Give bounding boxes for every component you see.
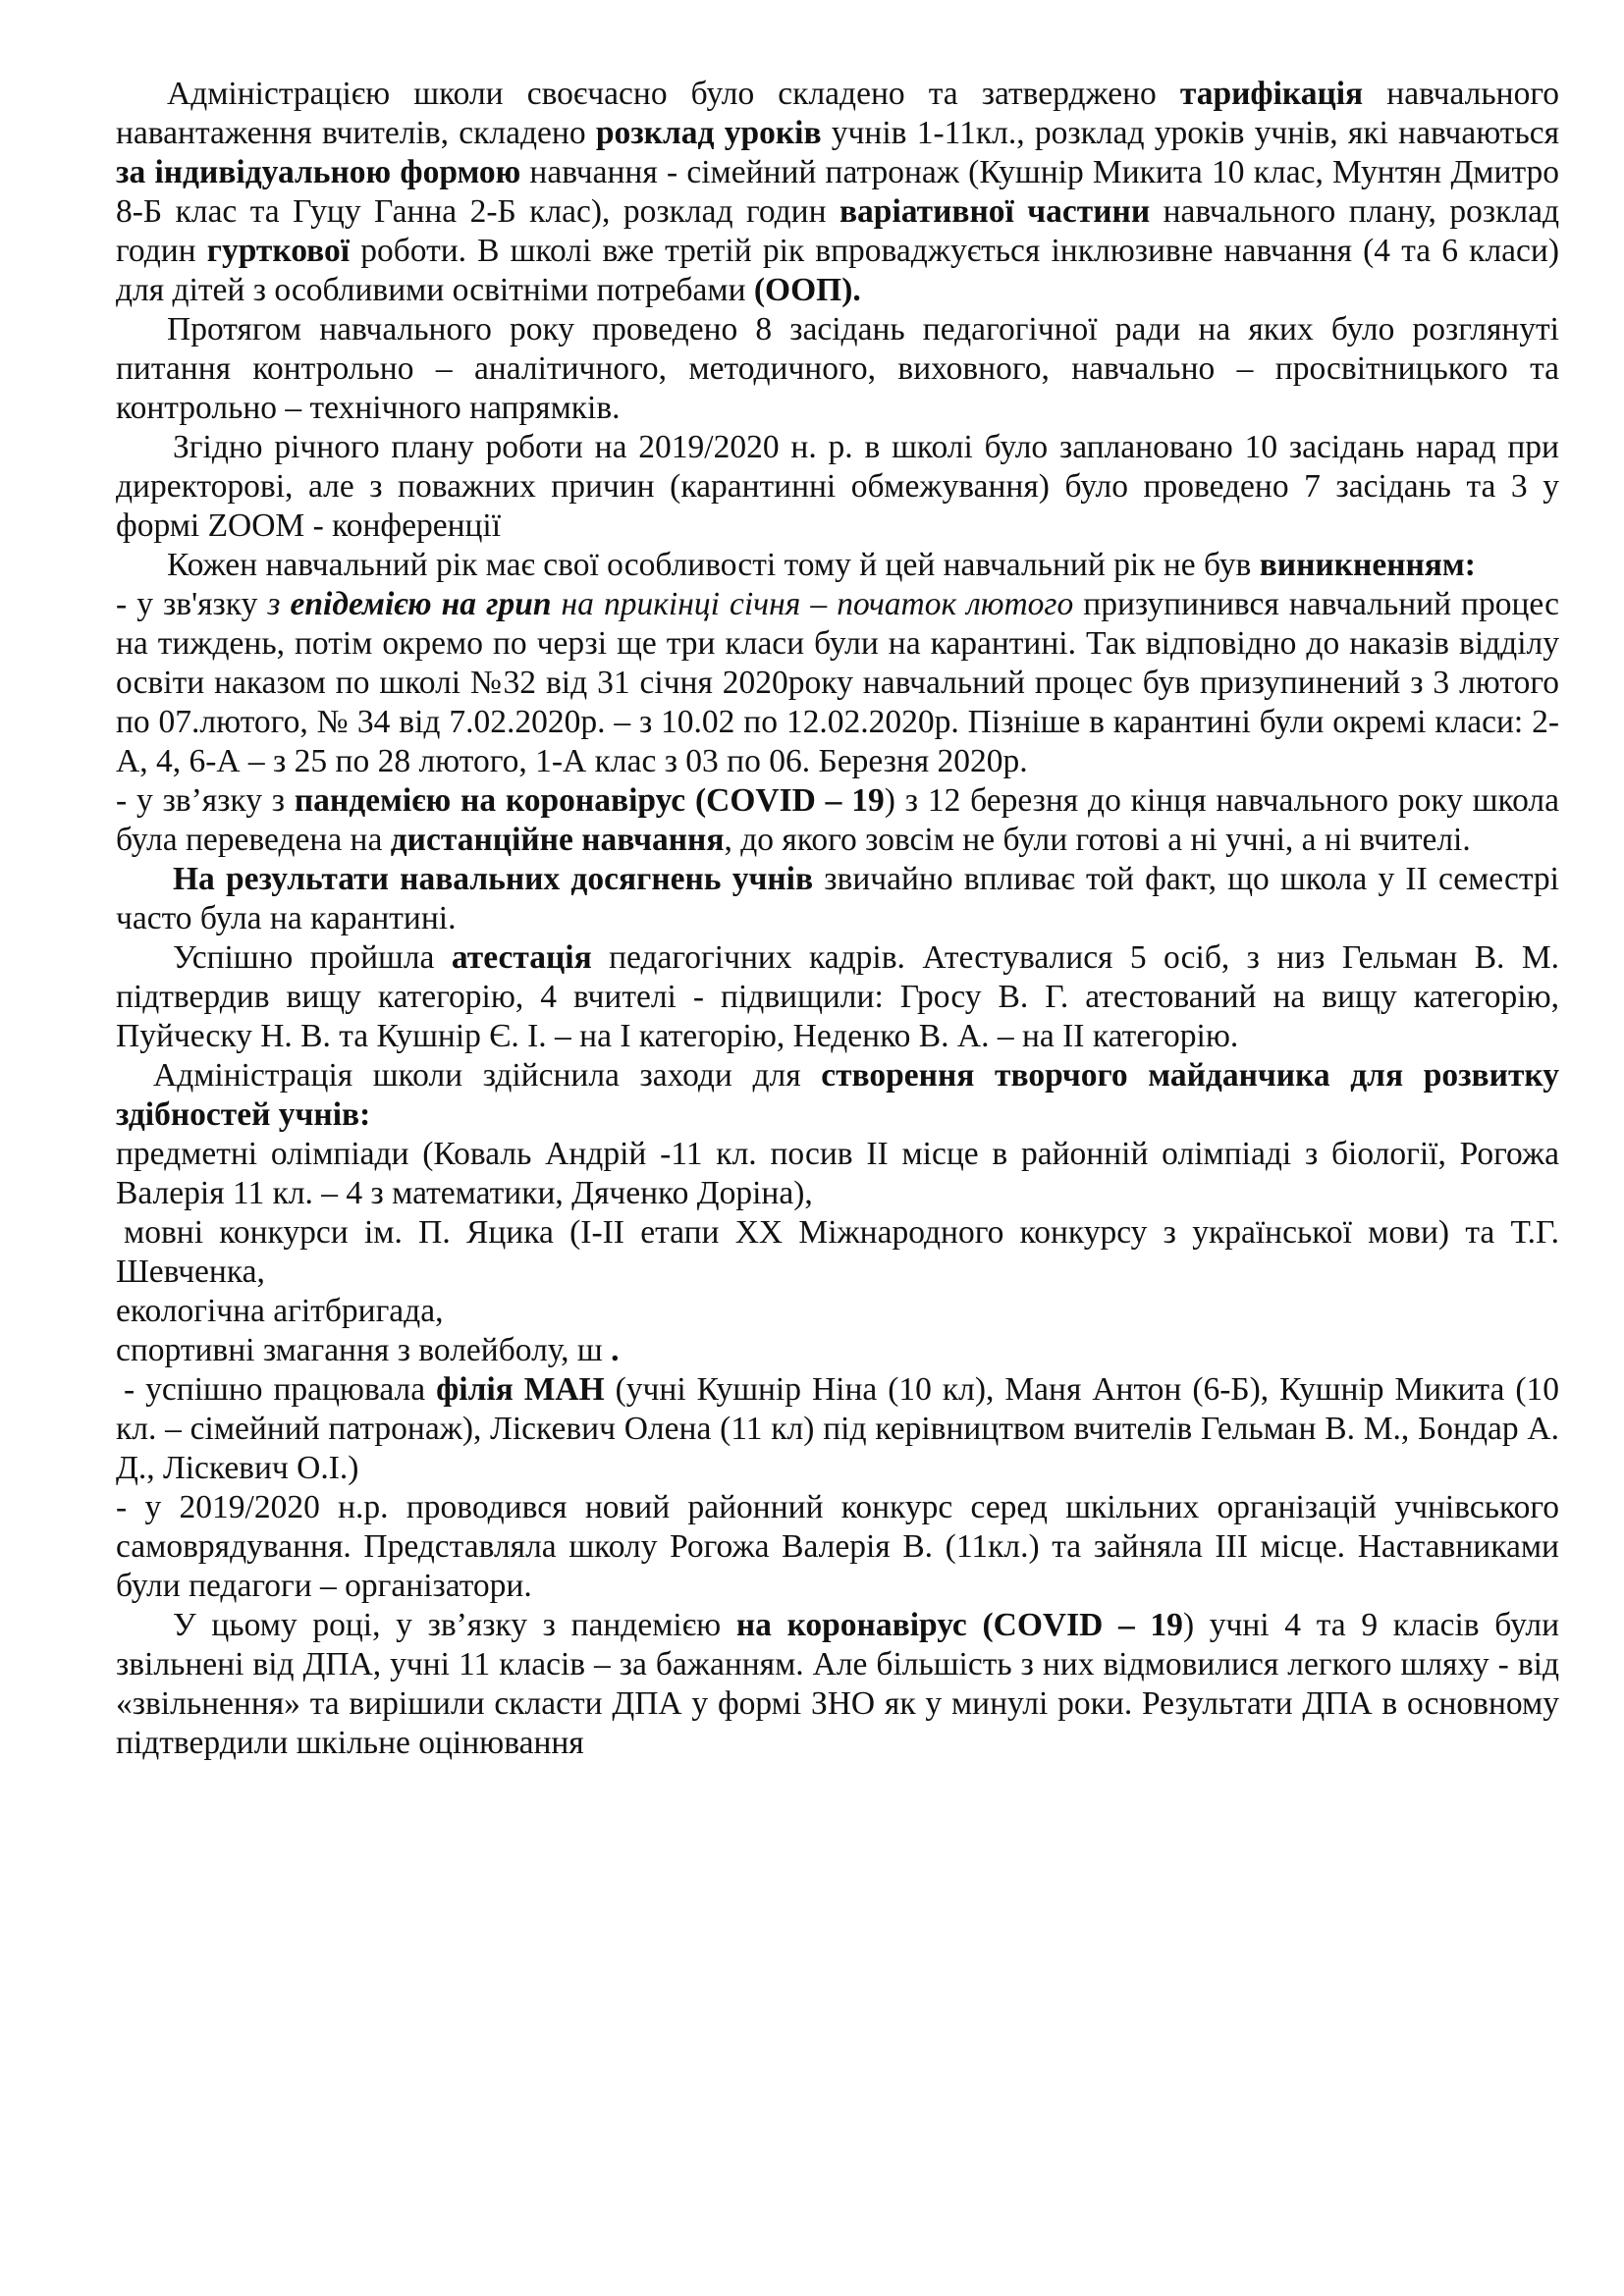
text-run: Протягом навчального року проведено 8 засідань педагогічної ради на яких було розглянуті питання контрольно – аналітичного, методичного, виховного, навчально – просвітницького та контрольно – технічного напрямків.	[116, 311, 1559, 426]
paragraph-p6	[116, 781, 1559, 860]
text-run: навчального навантаження вчителів, складено	[116, 76, 1559, 151]
paragraph-p5	[116, 585, 1559, 781]
paragraph-p9	[116, 1056, 1559, 1135]
bold-italic-text-run: епідемією на грип	[290, 586, 552, 622]
text-run: учнів 1-11кл., розклад уроків учнів, які навчаються	[821, 115, 1560, 151]
text-run: У цьому році, у зв’язку з пандемією	[173, 1607, 736, 1643]
text-run: звичайно впливає той факт, що школа у ІІ семестрі часто була на карантині.	[116, 861, 1559, 936]
text-run: ) з 12 березня до кінця навчального року школа була переведена на	[116, 782, 1559, 858]
text-run: предметні олімпіади (Коваль Андрій -11 кл. посив ІІ місце в районній олімпіаді з біології, Рогожа Валерія 11 кл. – 4 з математики, Дяченко Доріна),	[116, 1136, 1559, 1211]
paragraph-p15	[116, 1488, 1559, 1606]
bold-text-run: на коронавірус	[735, 1607, 967, 1643]
bold-text-run: гурткової	[206, 233, 351, 269]
paragraph-p7	[116, 860, 1559, 938]
text-run: Згідно річного плану роботи на 2019/2020 н. р. в школі було заплановано 10 засідань нарад при директорові, але з поважних причин (карантинні обмежування) було проведено 7 засідань та 3 у формі ZOOM - конференції	[116, 429, 1559, 544]
text-run: призупинився навчальний процес на тиждень, потім окремо по черзі ще три класи були на карантині. Так відповідно до наказів відділу освіти наказом по школі №32 від 31 січня 2020року навчальний процес був призупинений з 3 лютого по 07.лютого, № 34 від 7.02.2020р. – з 10.02 по 12.02.2020р. Пізніше в карантині були окремі класи: 2-А, 4, 6-А – з 25 по 28 лютого, 1-А клас з 03 по 06. Березня 2020р.	[116, 586, 1559, 779]
text-run: Кожен навчальний рік має свої особливості тому й цей навчальний рік не був	[167, 547, 1260, 583]
bold-text-run: створення творчого майданчика для розвитку здібностей учнів:	[116, 1057, 1559, 1133]
text-run: навчального плану, розклад годин	[116, 193, 1559, 269]
bold-text-run: пандемією на коронавірус	[294, 782, 686, 819]
bold-text-run: розклад уроків	[595, 115, 822, 151]
text-run: (учні Кушнір Ніна (10 кл), Маня Антон (6-Б), Кушнір Микита (10 кл. – сімейний патронаж), Ліскевич Олена (11 кл) під керівництвом вчителів Гельман В. М., Бондар А. Д., Ліскевич О.І.)	[116, 1371, 1559, 1486]
text-run: навчання - сімейний патронаж (Кушнір Микита 10 клас, Мунтян Дмитро 8-Б клас та Гуцу Ганна 2-Б клас), розклад годин	[116, 154, 1559, 230]
text-run: педагогічних кадрів. Атестувалися 5 осіб, з низ Гельман В. М. підтвердив вищу категорію, 4 вчителі - підвищили: Гросу В. Г. атестований на вищу категорію, Пуйческу Н. В. та Кушнір Є. І. – на І категорію, Неденко В. А. – на ІІ категорію.	[116, 939, 1559, 1054]
text-run: - у 2019/2020 н.р. проводився новий районний конкурс серед шкільних організацій учнівського самоврядування. Представляла школу Рогожа Валерія В. (11кл.) та зайняла ІІІ місце. Наставниками були педагоги – організатори.	[116, 1489, 1559, 1604]
bold-text-run: за індивідуальною формою	[116, 154, 521, 190]
text-run	[685, 782, 695, 819]
bold-text-run: .	[611, 1332, 620, 1368]
text-run: , до якого зовсім не були готові а ні учні, а ні вчителі.	[724, 822, 1471, 858]
text-run: Успішно пройшла	[173, 939, 452, 976]
text-run: екологічна агітбригада,	[116, 1293, 444, 1329]
document-page	[116, 75, 1559, 1763]
bold-text-run: На результати навальних досягнень учнів	[173, 861, 814, 897]
text-run: Адміністрація школи здійснила заходи для	[153, 1057, 822, 1094]
bold-text-run: філія МАН	[436, 1371, 605, 1408]
paragraph-p3	[116, 428, 1559, 546]
bold-text-run: виникненням:	[1259, 547, 1476, 583]
paragraph-p11	[116, 1213, 1559, 1292]
bold-text-run: (COVID – 19	[695, 782, 885, 819]
text-run: роботи. В школі вже третій рік впроваджується інклюзивне навчання (4 та 6 класи) для дітей з особливими освітніми потребами	[116, 233, 1559, 308]
bold-text-run: дистанційне навчання	[390, 822, 725, 858]
text-run	[967, 1607, 983, 1643]
text-run: мовні конкурси ім. П. Яцика (І-ІІ етапи ХХ Міжнародного конкурсу з української мови) та Т.Г. Шевченка,	[116, 1214, 1559, 1290]
bold-text-run: тарифікація	[1179, 76, 1364, 112]
paragraph-p4	[116, 546, 1559, 585]
bold-text-run: (ООП).	[753, 272, 861, 308]
paragraph-p12	[116, 1292, 1559, 1331]
bold-text-run: (COVID – 19	[982, 1607, 1183, 1643]
italic-text-run: на прикінці січня – початок лютого	[551, 586, 1074, 622]
paragraph-p14	[116, 1370, 1559, 1488]
text-run: - у зв'язку	[116, 586, 268, 622]
text-run: Адміністрацією школи своєчасно було складено та затверджено	[167, 76, 1180, 112]
paragraph-p16	[116, 1606, 1559, 1763]
paragraph-p13	[116, 1331, 1559, 1370]
text-run: спортивні змагання з волейболу, ш	[116, 1332, 612, 1368]
italic-text-run: з	[267, 586, 291, 622]
paragraph-p1	[116, 75, 1559, 310]
bold-text-run: варіативної частини	[839, 193, 1151, 230]
paragraph-p2	[116, 310, 1559, 428]
paragraph-p10	[116, 1135, 1559, 1213]
text-run: - у зв’язку з	[116, 782, 295, 819]
paragraph-p8	[116, 938, 1559, 1056]
text-run: ) учні 4 та 9 класів були звільнені від ДПА, учні 11 класів – за бажанням. Але більшість з них відмовилися легкого шляху - від «звільнення» та вирішили скласти ДПА у формі ЗНО як у минулі роки. Результати ДПА в основному підтвердили шкільне оцінювання	[116, 1607, 1559, 1761]
bold-text-run: атестація	[451, 939, 592, 976]
text-run: - успішно працювала	[124, 1371, 437, 1408]
